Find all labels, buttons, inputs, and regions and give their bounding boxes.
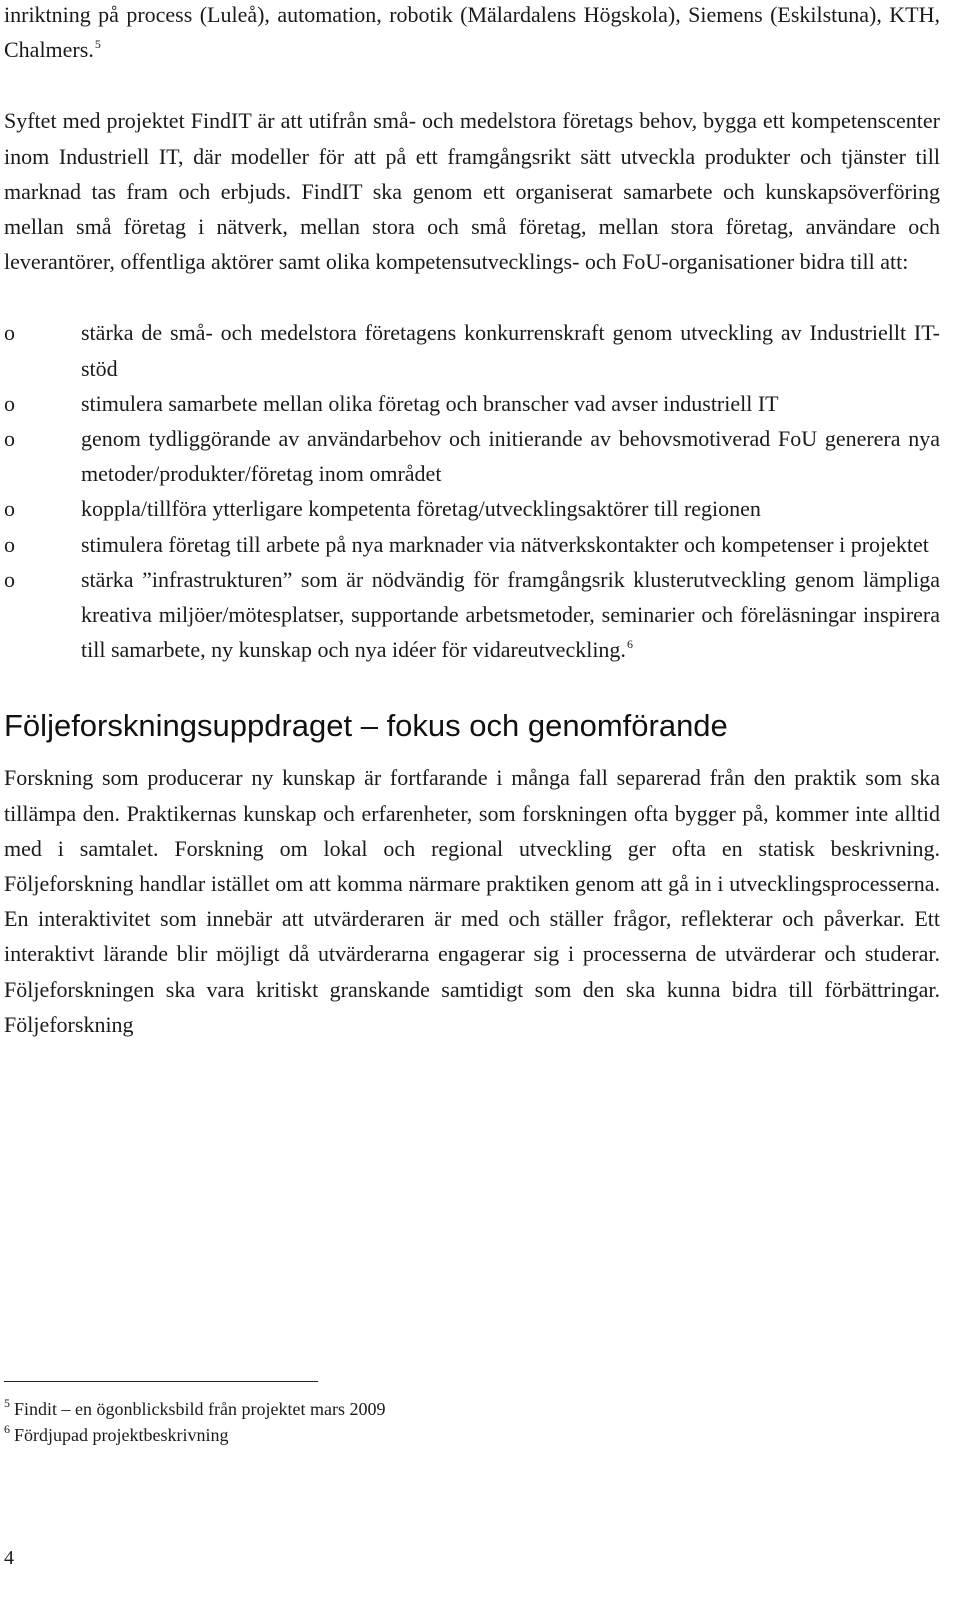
list-item-text: koppla/tillföra ytterligare kompetenta företag/utvecklingsaktörer till regionen [81, 496, 761, 522]
list-item-text: stimulera samarbete mellan olika företag och branscher vad avser industriell IT [81, 390, 779, 416]
section-heading: Följeforskningsuppdraget – fokus och genomförande [4, 708, 728, 744]
footnotes [4, 1396, 704, 1448]
intro-text: inriktning på process (Luleå), automation, robotik (Mälardalens Högskola), Siemens (Eskilstuna), KTH, Chalmers. [4, 2, 940, 63]
bullet-marker: o [4, 320, 15, 346]
list-item-text: stärka ”infrastrukturen” som är nödvändig för framgångsrik klusterutveckling genom lämpliga kreativa miljöer/mötesplatser, supportande arbetsmetoder, seminarier och föreläsningar inspirera till samarbete, ny kunskap och nya idéer för vidareutveckling. [81, 566, 940, 663]
section-body-paragraph: Forskning som producerar ny kunskap är fortfarande i många fall separerad från den praktik som ska tillämpa den. Praktikernas kunskap och erfarenheter, som forskningen ofta bygger på, kommer inte alltid med i samtalet. Forskning om lokal och regional utveckling ger ofta en statisk beskrivning. Följeforskning handlar istället om att komma närmare praktiken genom att gå in i utvecklingsprocesserna. En interaktivitet som innebär att utvärderaren är med och ställer frågor, reflekterar och påverkar. Ett interaktivt lärande blir möjligt då utvärderarna engagerar sig i processerna de utvärderar och studerar. Följeforskningen ska vara kritiskt granskande samtidigt som den ska kunna bidra till förbättringar. Följeforskning [4, 765, 940, 1037]
footnote-number: 5 [4, 1396, 10, 1410]
bullet-marker: o [4, 566, 15, 592]
list-item [4, 421, 940, 491]
list-item [4, 527, 940, 562]
bullet-marker: o [4, 390, 15, 416]
list-item-text: stimulera företag till arbete på nya marknader via nätverkskontakter och kompetenser i projektet [81, 531, 929, 557]
document-page [4, 0, 940, 1042]
list-item [4, 491, 940, 526]
purpose-paragraph: Syftet med projektet FindIT är att utifrån små- och medelstora företags behov, bygga ett kompetenscenter inom Industriell IT, där modeller för att på ett framgångsrikt sätt utveckla produkter och tjänster till marknad tas fram och erbjuds. FindIT ska genom ett organiserat samarbete och kunskapsöverföring mellan små företag i nätverk, mellan stora och små företag, mellan stora företag, användare och leverantörer, offentliga aktörer samt olika kompetensutvecklings- och FoU-organisationer bidra till att: [4, 108, 940, 275]
footnote-number: 6 [4, 1422, 10, 1436]
list-item-text: stärka de små- och medelstora företagens konkurrenskraft genom utveckling av Industriellt IT-stöd [81, 320, 940, 381]
page-number: 4 [4, 1547, 14, 1569]
bullet-marker: o [4, 496, 15, 522]
list-item [4, 562, 940, 668]
bullet-marker: o [4, 531, 15, 557]
bullet-marker: o [4, 426, 15, 452]
list-item-text: genom tydliggörande av användarbehov och initierande av behovsmotiverad FoU generera nya metoder/produkter/företag inom området [81, 426, 940, 487]
footnote-divider [4, 1381, 318, 1382]
list-item [4, 386, 940, 421]
footnote-ref-6: 6 [626, 637, 633, 652]
footnote-5 [4, 1396, 704, 1422]
footnote-text: Fördjupad projektbeskrivning [14, 1425, 229, 1445]
footnote-text: Findit – en ögonblicksbild från projektet mars 2009 [14, 1399, 386, 1419]
list-item [4, 315, 940, 385]
goals-list [4, 315, 940, 667]
footnote-ref-5: 5 [94, 37, 101, 52]
intro-paragraph [4, 0, 940, 67]
footnote-6 [4, 1422, 704, 1448]
